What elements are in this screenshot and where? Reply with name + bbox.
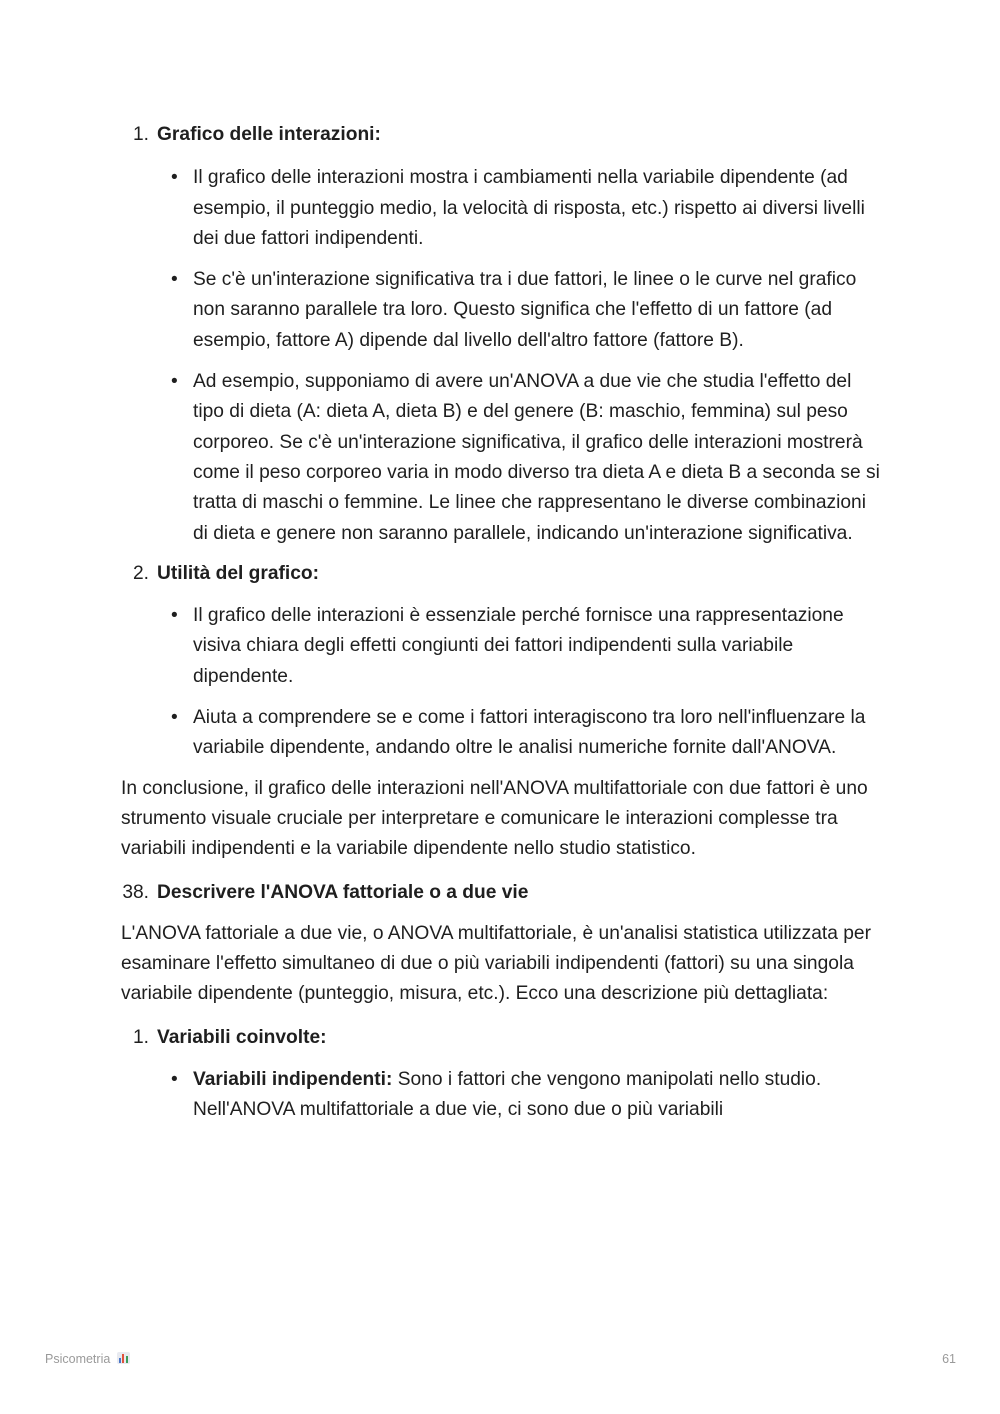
- list-item: [121, 367, 881, 549]
- question-number: 38.: [122, 881, 149, 903]
- bullet-text: Il grafico delle interazioni mostra i cambiamenti nella variabile dipendente (ad esempio, il punteggio medio, la velocità di risposta, etc.) rispetto ai diversi livelli dei due fattori indipendenti.: [193, 167, 865, 249]
- bullet-text: Se c'è un'interazione significativa tra i due fattori, le linee o le curve nel grafico non saranno parallele tra loro. Questo significa che l'effetto di un fattore (ad esempio, fattore A) dipende dal livello dell'altro fattore (fattore B).: [193, 269, 857, 351]
- bullet-body: Sono i fattori che vengono manipolati nello studio. Nell'ANOVA multifattoriale a due vie, ci sono due o più variabili: [193, 1069, 822, 1121]
- bullet-marker: •: [171, 605, 178, 627]
- question-heading: [121, 878, 881, 908]
- question-title: Descrivere l'ANOVA fattoriale o a due vie: [157, 881, 529, 903]
- intro-paragraph: L'ANOVA fattoriale a due vie, o ANOVA multifattoriale, è un'analisi statistica utilizzata per esaminare l'effetto simultaneo di due o più variabili indipendenti (fattori) su una singola variabile dipendente (punteggio, misura, etc.). Ecco una descrizione più dettagliata:: [121, 922, 871, 1005]
- bullet-marker: •: [171, 707, 178, 729]
- bullet-marker: •: [171, 371, 178, 393]
- section-heading: Utilità del grafico:: [157, 562, 320, 584]
- bullet-list: [121, 601, 881, 763]
- section-heading: Grafico delle interazioni:: [157, 124, 381, 145]
- bullet-marker: •: [171, 167, 178, 189]
- numbered-item-plot-utility: [121, 559, 881, 589]
- list-item: [121, 1065, 881, 1126]
- bar-chart-icon: [117, 1352, 130, 1364]
- bullet-list: [121, 1065, 881, 1126]
- list-number: 2.: [132, 562, 149, 584]
- numbered-item-interaction-plot: [121, 120, 881, 150]
- bullet-text: [193, 1065, 881, 1126]
- page-number: 61: [942, 1352, 956, 1366]
- section-heading: Variabili coinvolte:: [157, 1026, 327, 1048]
- bullet-text: Ad esempio, supponiamo di avere un'ANOVA a due vie che studia l'effetto del tipo di dieta (A: dieta A, dieta B) e del genere (B: maschio, femmina) sul peso corporeo. Se c'è un'interazione significativa, il grafico delle interazioni mostrerà come il peso corporeo varia in modo diverso tra dieta A e dieta B a seconda se si tratta di maschi o femmine. Le linee che rappresentano le diverse combinazioni di dieta e genere non saranno parallele, indicando un'interazione significativa.: [193, 371, 880, 544]
- page-content: [121, 118, 881, 1126]
- bullet-text: Il grafico delle interazioni è essenziale perché fornisce una rappresentazione visiva chiara degli effetti congiunti dei fattori indipendenti sulla variabile dipendente.: [193, 605, 844, 687]
- conclusion-paragraph: In conclusione, il grafico delle interazioni nell'ANOVA multifattoriale con due fattori è uno strumento visuale cruciale per interpretare e comunicare le interazioni complesse tra variabili indipendenti e la variabile dipendente nello studio statistico.: [121, 777, 868, 860]
- list-item: [121, 703, 881, 764]
- footer-title-text: Psicometria: [45, 1352, 111, 1366]
- list-number: 1.: [132, 1026, 149, 1048]
- footer-title: [45, 1352, 130, 1366]
- list-item: [121, 265, 881, 356]
- bullet-marker: •: [171, 1069, 178, 1091]
- list-number: 1.: [132, 124, 149, 145]
- bullet-label: Variabili indipendenti:: [193, 1069, 393, 1091]
- bullet-marker: •: [171, 269, 178, 291]
- list-item: [121, 163, 881, 254]
- numbered-item-variables: [121, 1023, 881, 1053]
- bullet-list: [121, 163, 881, 549]
- bullet-text: Aiuta a comprendere se e come i fattori interagiscono tra loro nell'influenzare la variabile dipendente, andando oltre le analisi numeriche fornite dall'ANOVA.: [193, 707, 866, 759]
- list-item: [121, 601, 881, 692]
